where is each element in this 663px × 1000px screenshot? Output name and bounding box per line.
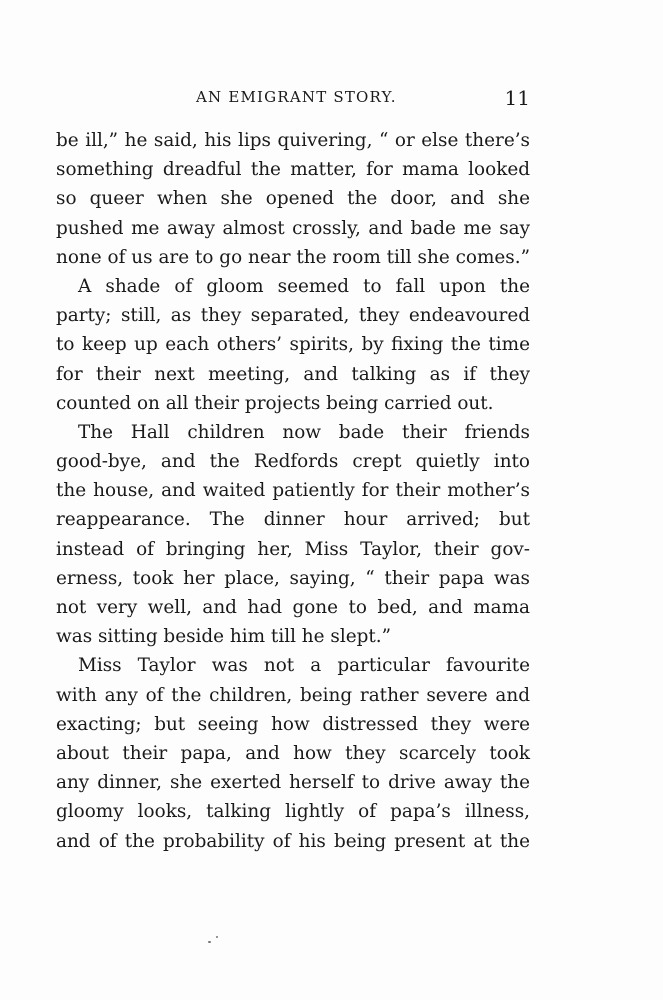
text-line: none of us are to go near the room till she comes.” (56, 246, 530, 268)
print-speck (208, 941, 211, 943)
text-line: so queer when she opened the door, and she (56, 188, 530, 210)
text-line: something dreadful the matter, for mama looked (56, 159, 530, 181)
page-header (56, 88, 530, 112)
text-line: to keep up each others’ spirits, by fixing the time (56, 334, 530, 356)
text-line: counted on all their projects being carried out. (56, 392, 494, 414)
text-line: A shade of gloom seemed to fall upon the (78, 275, 530, 297)
text-line: instead of bringing her, Miss Taylor, their gov- (56, 538, 530, 560)
paragraph (56, 651, 530, 855)
text-line: gloomy looks, talking lightly of papa’s illness, (56, 801, 530, 823)
text-line: for their next meeting, and talking as if they (56, 363, 530, 385)
text-line: The Hall children now bade their friends (78, 421, 530, 443)
text-line: and of the probability of his being present at the (56, 830, 530, 852)
paragraph (56, 126, 530, 272)
text-line: with any of the children, being rather severe and (56, 684, 530, 706)
paragraph (56, 418, 530, 652)
text-line: about their papa, and how they scarcely took (56, 742, 530, 764)
body-text (56, 126, 530, 856)
paragraph (56, 272, 530, 418)
text-line: party; still, as they separated, they endeavoured (56, 305, 530, 327)
text-line: exacting; but seeing how distressed they were (56, 713, 530, 735)
text-line: good-bye, and the Redfords crept quietly into (56, 451, 530, 473)
text-line: any dinner, she exerted herself to drive away the (56, 772, 530, 794)
text-line: Miss Taylor was not a particular favourite (78, 655, 530, 677)
running-title: AN EMIGRANT STORY. (196, 88, 397, 106)
text-line: was sitting beside him till he slept.” (56, 626, 391, 648)
text-line: be ill,” he said, his lips quivering, “ or else there’s (56, 130, 530, 151)
text-line: reappearance. The dinner hour arrived; but (56, 509, 530, 531)
text-line: erness, took her place, saying, “ their papa was (56, 567, 530, 589)
text-line: not very well, and had gone to bed, and mama (56, 597, 530, 618)
text-line: the house, and waited patiently for their mother’s (56, 480, 530, 502)
page-number: 11 (504, 86, 530, 110)
print-speck (216, 936, 218, 938)
text-line: pushed me away almost crossly, and bade me say (56, 217, 530, 239)
